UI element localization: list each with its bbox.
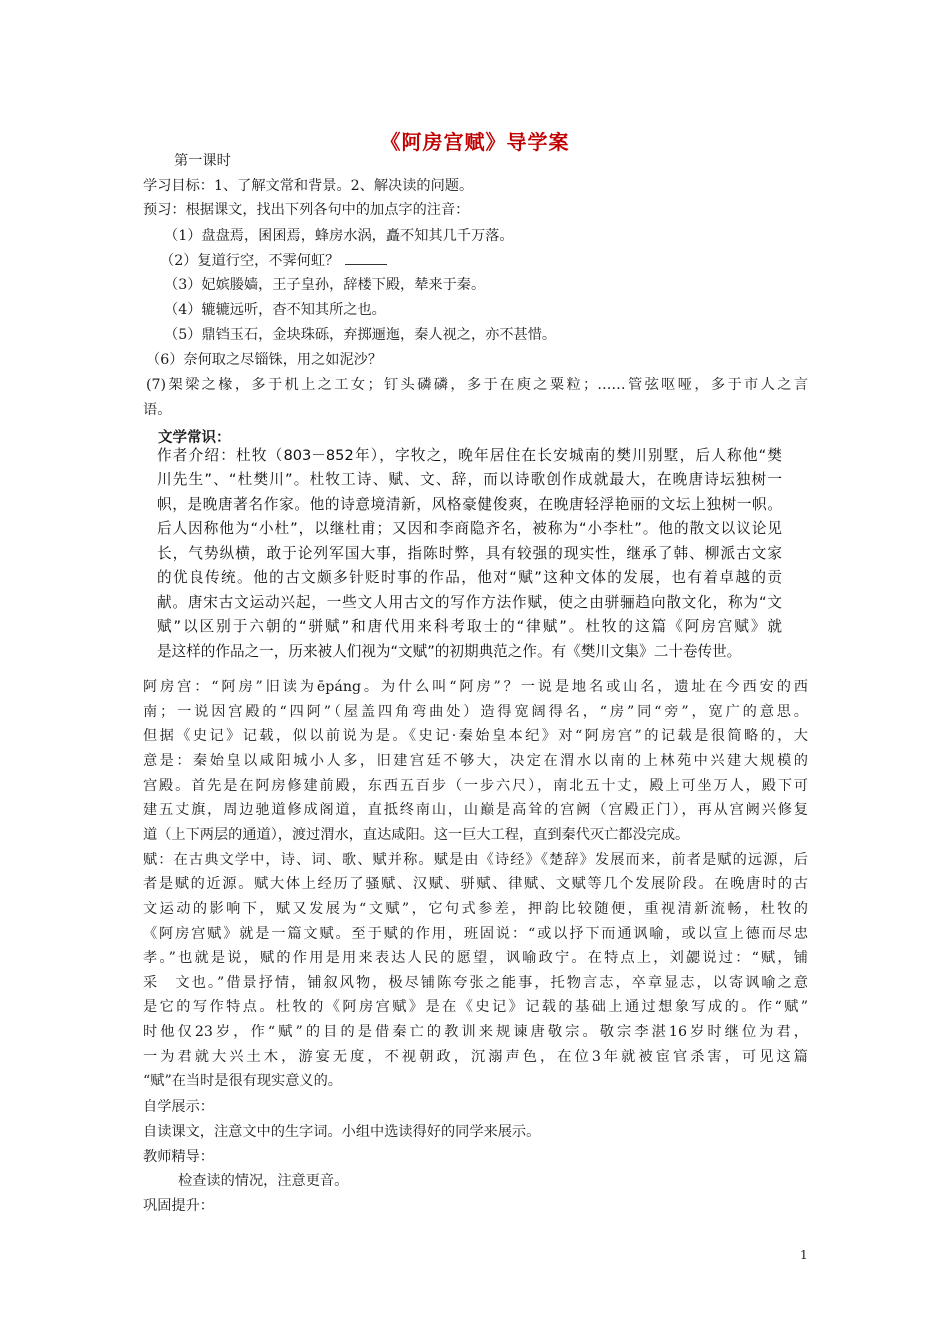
body-line: 赋：在古典文学中，诗、词、歌、赋并称。赋是由《诗经》《楚辞》发展而来，前者是赋的远源，后 — [143, 852, 808, 868]
preview-item: (7)架梁之椽，多于机上之工女；钉头磷磷，多于在庾之粟粒；……管弦呕哑，多于市人之言 — [146, 377, 808, 393]
preview-item: 语。 — [143, 402, 172, 418]
preview-item: （2）复道行空，不霁何虹？ — [160, 250, 387, 272]
preview-item: （6）奈何取之尽锱铢，用之如泥沙？ — [146, 352, 383, 368]
lesson-label: 第一课时 — [174, 153, 231, 169]
body-line: 但据《史记》记载，似以前说为是。《史记·秦始皇本纪》对“阿房宫”的记载是很简略的，大 — [143, 728, 808, 744]
answer-blank[interactable] — [345, 250, 387, 265]
body-line: 时他仅23岁，作“赋”的目的是借秦亡的教训来规谏唐敬宗。敬宗李湛16岁时继位为君， — [143, 1024, 808, 1040]
page-number: 1 — [800, 1248, 808, 1262]
preview-item: （1）盘盘焉，囷囷焉，蜂房水涡，矗不知其几千万落。 — [164, 228, 514, 244]
body-line: 《阿房宫赋》就是一篇文赋。至于赋的作用，班固说：“或以抒下而通讽喻，或以宣上德而尽忠 — [143, 926, 808, 942]
preview-intro: 预习：根据课文，找出下列各句中的加点字的注音： — [143, 202, 470, 218]
body-line: 道（上下两层的通道），渡过渭水，直达咸阳。这一巨大工程，直到秦代灭亡都没完成。 — [143, 827, 690, 843]
preview-item: （4）辘辘远听，杳不知其所之也。 — [164, 302, 386, 318]
body-line: 是它的写作特点。杜牧的《阿房宫赋》是在《史记》记载的基础上通过想象写成的。作“赋” — [143, 999, 808, 1015]
body-line: 一为君就大兴土木，游宴无度，不视朝政，沉溺声色，在位3年就被宦官杀害，可见这篇 — [143, 1049, 808, 1065]
consolidation-heading: 巩固提升： — [143, 1198, 214, 1214]
self-study-heading: 自学展示： — [143, 1099, 214, 1115]
body-line: 宫殿。首先是在阿房修建前殿，东西五百步（一步六尺），南北五十丈，殿上可坐万人，殿下可 — [143, 778, 808, 794]
literary-knowledge-heading: 文学常识： — [158, 430, 231, 446]
body-line: 南；一说因宫殿的“四阿”（屋盖四角弯曲处）造得宽阔得名，“房”同“旁”，宽广的意思。 — [143, 704, 808, 720]
author-bio-line: 作者介绍：杜牧（803－852年），字牧之，晚年居住在长安城南的樊川别墅，后人称他“樊 — [157, 447, 782, 464]
teacher-guidance-heading: 教师精导： — [143, 1149, 214, 1165]
self-study-text: 自读课文，注意文中的生字词。小组中选读得好的同学来展示。 — [143, 1124, 541, 1140]
body-line: 阿房宫：“阿房”旧读为ēpáng。为什么叫“阿房”？一说是地名或山名，遗址在今西安的西 — [143, 679, 808, 695]
body-line: 意是：秦始皇以咸阳城小人多，旧建宫廷不够大，决定在渭水以南的上林苑中兴建大规模的 — [143, 753, 808, 769]
author-bio-line: 川先生”、“杜樊川”。杜牧工诗、赋、文、辞，而以诗歌创作成就最大，在晚唐诗坛独树一 — [157, 471, 782, 488]
body-line: 采 文也。”借景抒情，铺叙风物，极尽铺陈夸张之能事，托物言志，卒章显志，以寄讽喻之意 — [143, 975, 808, 991]
body-line: “赋”在当时是很有现实意义的。 — [143, 1073, 342, 1089]
learning-objectives: 学习目标：1、了解文常和背景。2、解决读的问题。 — [143, 178, 474, 194]
author-bio-line: 是这样的作品之一，历来被人们视为“文赋”的初期典范之作。有《樊川文集》二十卷传世。 — [157, 643, 742, 660]
author-bio-line: 帜，是晚唐著名作家。他的诗意境清新，风格豪健俊爽，在晚唐轻浮艳丽的文坛上独树一帜。 — [157, 496, 782, 513]
author-bio-line: 的优良传统。他的古文颇多针贬时事的作品，他对“赋”这种文体的发展，也有着卓越的贡 — [157, 569, 782, 586]
author-bio-line: 赋”以区别于六朝的“骈赋”和唐代用来科考取士的“律赋”。杜牧的这篇《阿房宫赋》就 — [157, 618, 782, 635]
body-line: 孝。”也就是说，赋的作用是用来表达人民的愿望，讽喻政宁。在特点上，刘勰说过：“赋，铺 — [143, 950, 808, 966]
body-line: 者是赋的近源。赋大体上经历了骚赋、汉赋、骈赋、律赋、文赋等几个发展阶段。在晚唐时的古 — [143, 876, 808, 892]
preview-item: （3）妃嫔媵嫱，王子皇孙，辞楼下殿，辇来于秦。 — [164, 277, 486, 293]
author-bio-line: 后人因称他为“小杜”，以继杜甫；又因和李商隐齐名，被称为“小李杜”。他的散文以议论见 — [157, 520, 782, 537]
body-line: 建五丈旗，周边驰道修成阁道，直抵终南山，山巅是高耸的宫阙（宫殿正门），再从宫阙兴修复 — [143, 802, 808, 818]
author-bio-line: 献。唐宋古文运动兴起，一些文人用古文的写作方法作赋，使之由骈骊趋向散文化，称为“文 — [157, 594, 782, 611]
body-line: 文运动的影响下，赋又发展为“文赋”，它句式参差，押韵比较随便，重视清新流畅，杜牧的 — [143, 901, 808, 917]
author-bio-line: 长，气势纵横，敢于论列军国大事，指陈时弊，具有较强的现实性，继承了韩、柳派古文家 — [157, 545, 782, 562]
preview-item: （5）鼎铛玉石，金块珠砾，弃掷逦迤，秦人视之，亦不甚惜。 — [164, 327, 557, 343]
teacher-guidance-text: 检查读的情况，注意更音。 — [178, 1173, 349, 1189]
document-title: 《阿房宫赋》导学案 — [380, 130, 570, 154]
